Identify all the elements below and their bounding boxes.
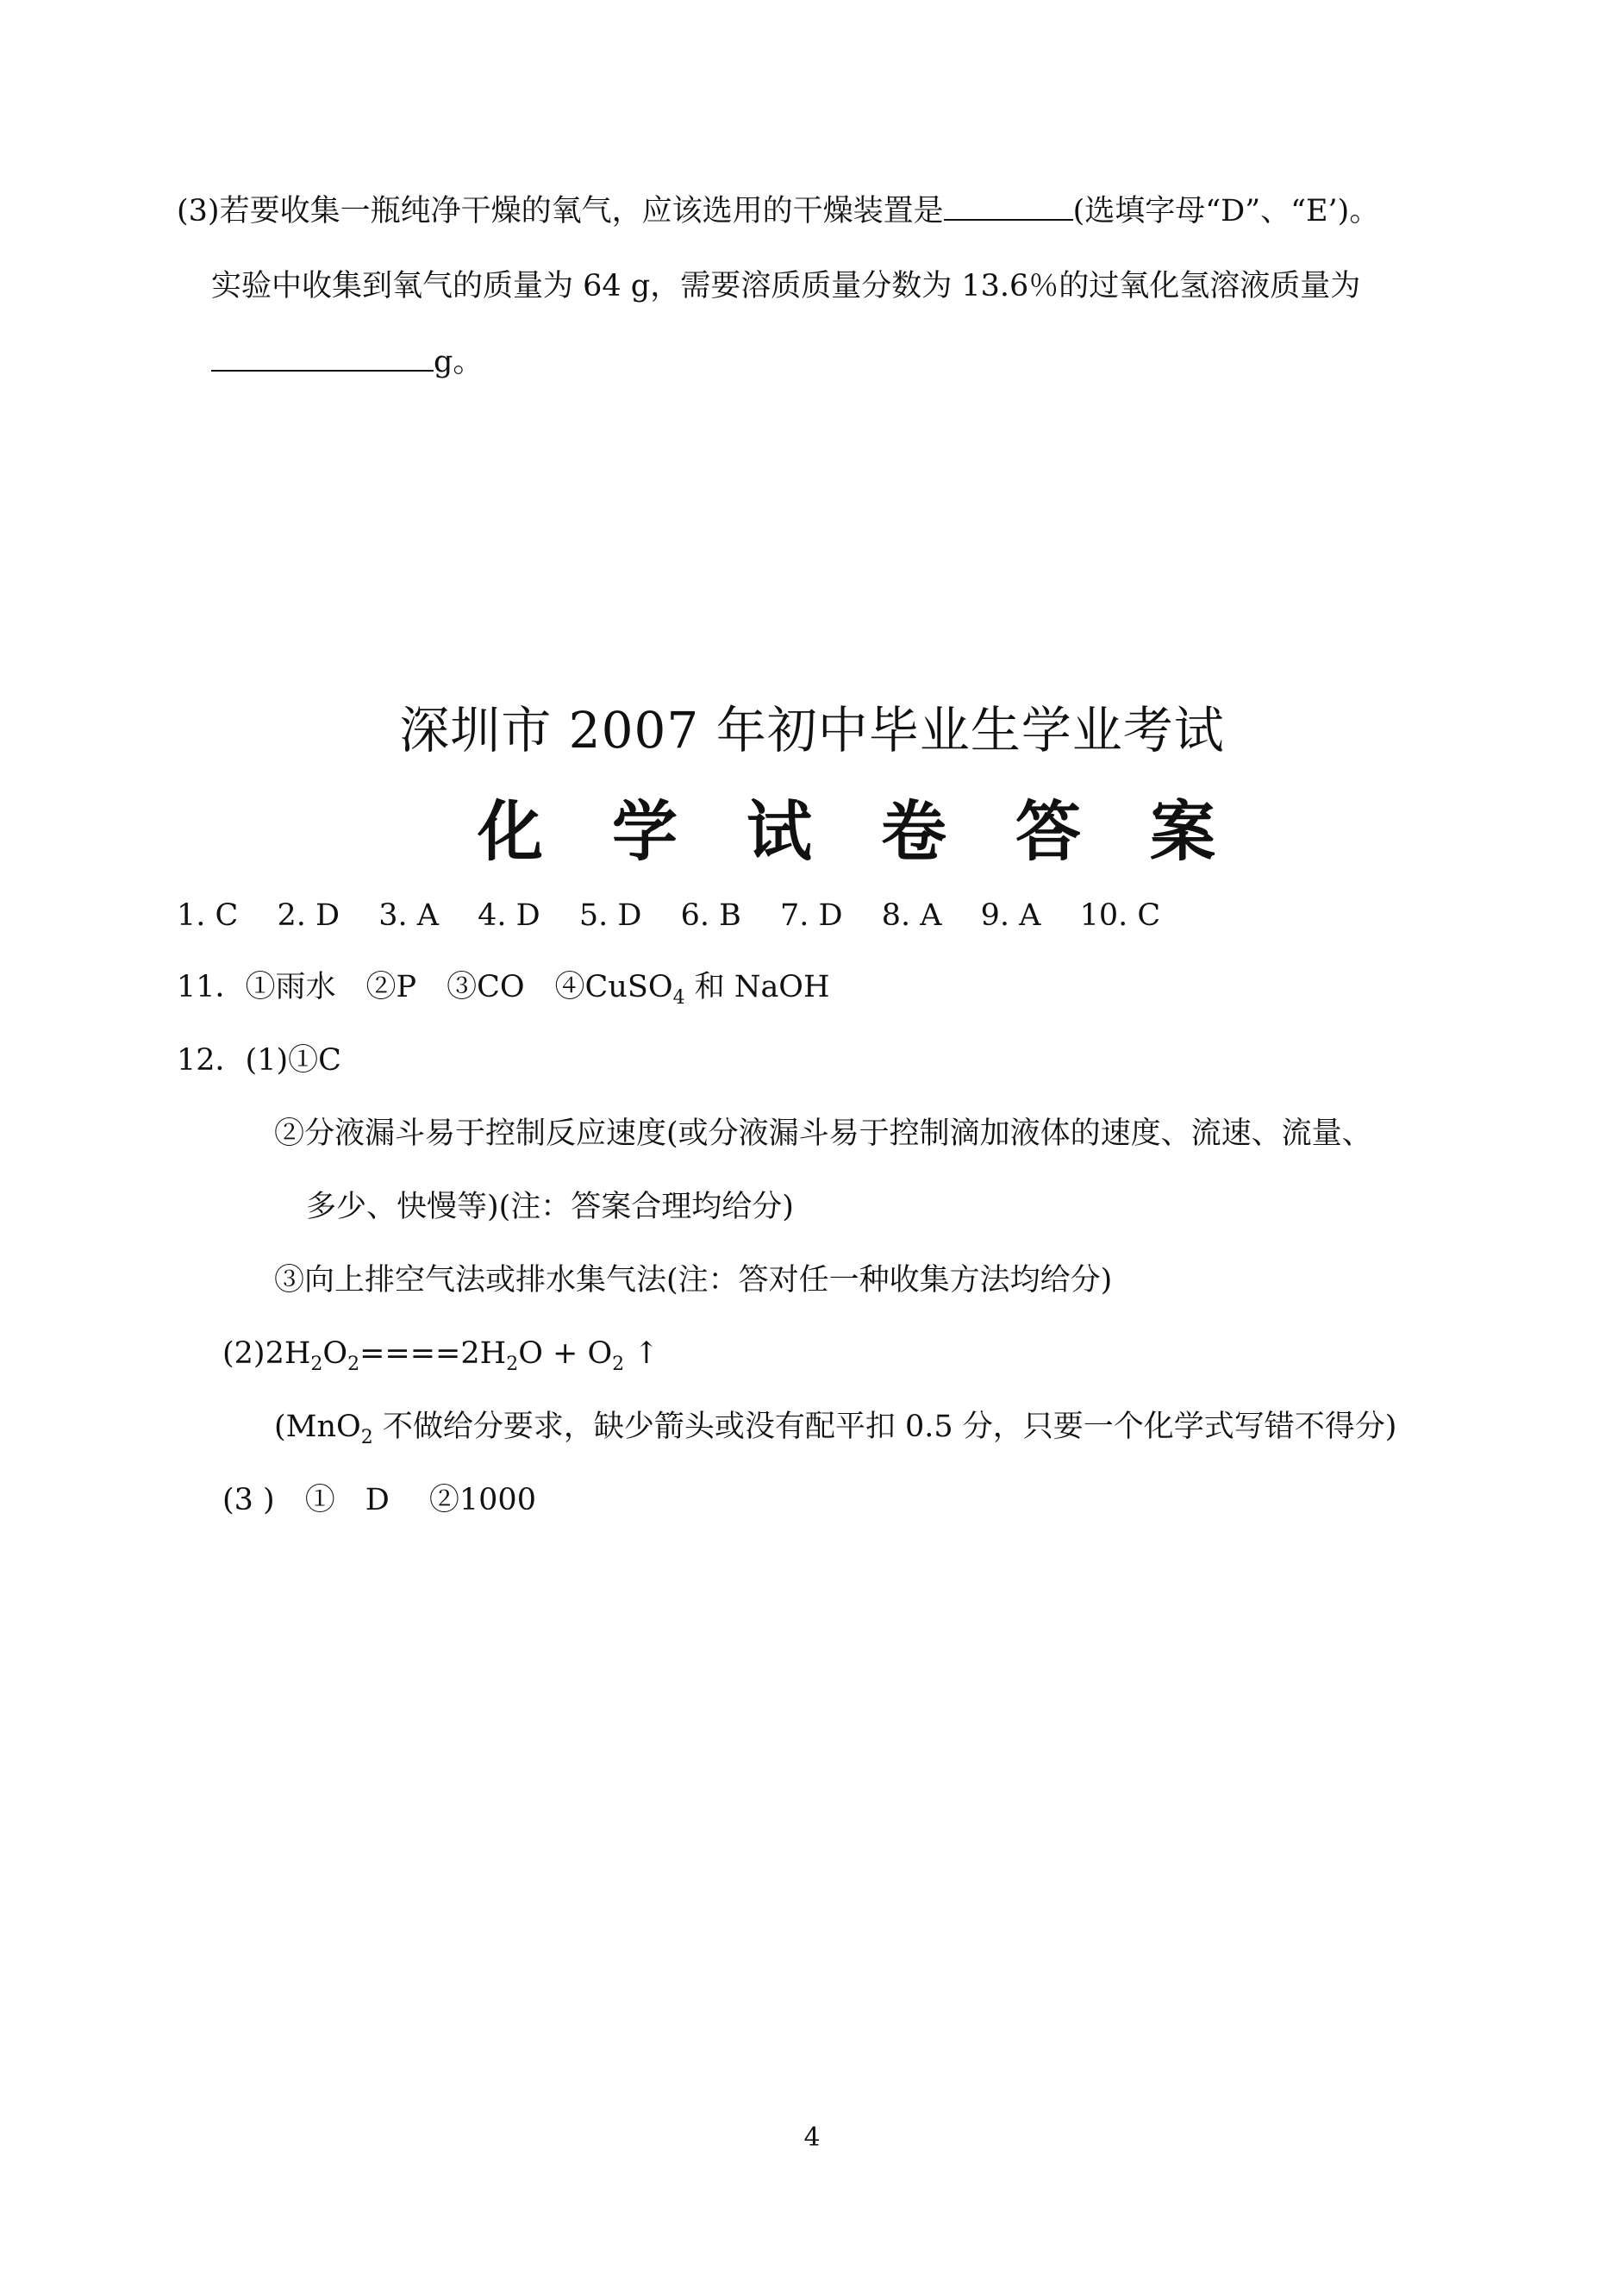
note-part: (MnO — [274, 1410, 361, 1444]
chemical-equation — [222, 1335, 659, 1373]
mc-answer: 9. A — [980, 898, 1041, 933]
equation-subscript: 2 — [347, 1354, 360, 1375]
answer-11 — [177, 968, 830, 1009]
mc-answer: 1. C — [177, 898, 239, 933]
equation-subscript: 2 — [612, 1354, 625, 1375]
question-line-1-start: (3)若要收集一瓶纯净干燥的氧气，应该选用的干燥装置是 — [177, 194, 944, 228]
mc-answer: 8. A — [881, 898, 942, 933]
answer-blank-2 — [211, 344, 434, 372]
question-line-3 — [211, 343, 483, 381]
question-line-1-end: (选填字母“D”、“E’)。 — [1072, 194, 1380, 228]
question-line-3-end: g。 — [434, 345, 484, 379]
mc-answer: 2. D — [277, 898, 340, 933]
equation-part: (2)2H — [222, 1336, 311, 1371]
answer-11-prefix: 11．①雨水 ②P ③CO ④CuSO — [177, 970, 673, 1004]
mc-answer: 3. A — [378, 898, 439, 933]
answer-12-2a: ②分液漏斗易于控制反应速度(或分液漏斗易于控制滴加液体的速度、流速、流量、 — [274, 1116, 1372, 1151]
answer-12-3-part: (3 ) ① D ②1000 — [222, 1483, 536, 1517]
note-part: 不做给分要求，缺少箭头或没有配平扣 0.5 分，只要一个化学式写错不得分) — [372, 1410, 1397, 1444]
equation-part: O + O — [518, 1336, 613, 1371]
equation-subscript: 2 — [506, 1354, 519, 1375]
answer-title: 化学试卷答案 — [478, 793, 1284, 870]
answer-blank-1 — [944, 193, 1073, 221]
answer-12-3: ③向上排空气法或排水集气法(注：答对任一种收集方法均给分) — [274, 1263, 1113, 1298]
mc-answer: 10. C — [1079, 898, 1161, 933]
answer-11-subscript: 4 — [672, 987, 685, 1009]
answer-12-2b: 多少、快慢等)(注：答案合理均给分) — [306, 1190, 794, 1224]
scoring-note — [274, 1408, 1396, 1446]
mc-answers — [177, 897, 1190, 935]
mc-answer: 7. D — [779, 898, 843, 933]
answer-12-1: 12．(1)①C — [177, 1043, 341, 1078]
up-arrow-icon: ↑ — [624, 1336, 659, 1371]
mc-answer: 4. D — [478, 898, 540, 933]
mc-answer: 6. B — [680, 898, 741, 933]
equation-subscript: 2 — [310, 1354, 323, 1375]
equation-part: O — [322, 1336, 348, 1371]
mc-answer: 5. D — [578, 898, 642, 933]
exam-title: 深圳市 2007 年初中毕业生学业考试 — [399, 701, 1225, 760]
note-subscript: 2 — [360, 1427, 373, 1448]
page-number: 4 — [803, 2123, 821, 2153]
answer-11-suffix: 和 NaOH — [684, 970, 830, 1004]
equation-part: ====2H — [359, 1336, 507, 1371]
question-line-1 — [177, 192, 1379, 230]
question-line-2: 实验中收集到氧气的质量为 64 g，需要溶质质量分数为 13.6％的过氧化氢溶液质量为 — [211, 269, 1361, 303]
